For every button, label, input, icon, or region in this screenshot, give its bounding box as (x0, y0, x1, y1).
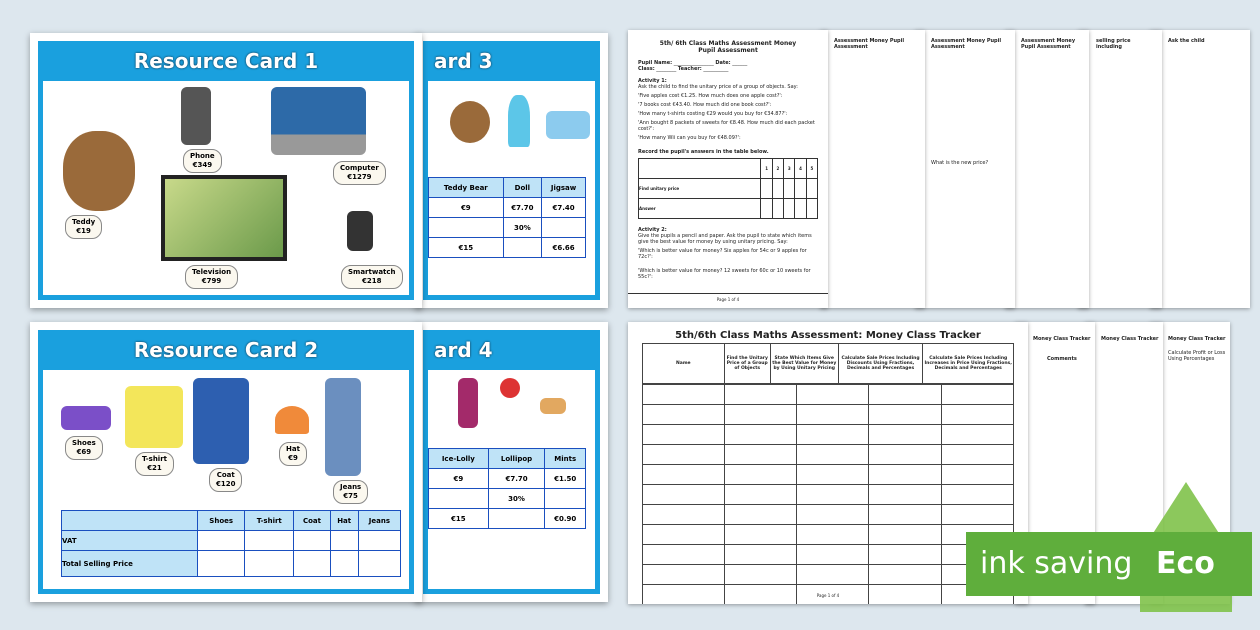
back-page: Ask the child (1150, 30, 1250, 308)
price-tag: Hat €9 (279, 442, 307, 466)
ice-lolly-image (458, 378, 478, 428)
tracker-table: Name Find the Unitary Price of a Group of Objects State Which Items Give the Best Value for Money by Using Unitary Pricing Calculate Sale Prices Including Discounts Using Fractions, Decimals and Percentages Calculate Sale Prices Including Increases in Price Using Fractions, Decimals and Percentages (642, 343, 1014, 384)
resource-card-2 (30, 322, 422, 602)
resource-card-1 (30, 33, 422, 308)
mints-image (540, 398, 566, 414)
card-title: ard 3 (428, 41, 595, 81)
phone-image (181, 87, 211, 145)
card-title: ard 4 (428, 330, 595, 370)
card4-table: Ice-Lolly Lollipop Mints €9 €7.70 €1.50 30% €15 €0.90 (428, 448, 586, 529)
shoes-image (61, 406, 111, 430)
ink-saving-badge: ink saving Eco (966, 532, 1252, 596)
back-page: selling price including (1078, 30, 1162, 308)
answers-table: 1 2 3 4 5 Find unitary price Answer (638, 158, 818, 219)
back-page: Assessment Money Pupil Assessment What is the new price? (915, 30, 1015, 308)
back-tracker-page: Money Class Tracker Comments (1015, 322, 1095, 604)
back-page: Assessment Money Pupil Assessment (1005, 30, 1089, 308)
price-tag: Television €799 (185, 265, 238, 289)
price-tag: Smartwatch €218 (341, 265, 403, 289)
lollipop-image (500, 378, 520, 398)
price-tag: Coat €120 (209, 468, 242, 492)
coat-image (193, 378, 249, 464)
television-image (161, 175, 287, 261)
computer-image (271, 87, 366, 155)
back-tracker-page: Money Class Tracker Calculate Profit or Loss Using Percentages (1150, 322, 1230, 604)
tshirt-image (125, 386, 183, 448)
back-page: Assessment Money Pupil Assessment (820, 30, 925, 308)
teddy-image (450, 101, 490, 143)
price-tag: Computer €1279 (333, 161, 386, 185)
price-tag: Jeans €75 (333, 480, 368, 504)
tracker-title: 5th/6th Class Maths Assessment: Money Class Tracker (675, 330, 981, 341)
doll-image (508, 95, 530, 147)
card3-table: Teddy Bear Doll Jigsaw €9 €7.70 €7.40 30% €15 €6.66 (428, 177, 586, 258)
resource-card-3 (415, 33, 608, 308)
jigsaw-image (546, 111, 590, 139)
tracker-rows (642, 384, 1014, 604)
teddy-image (63, 131, 135, 211)
class-tracker-page: 5th/6th Class Maths Assessment: Money Class Tracker Name Find the Unitary Price of a Group of Objects State Which Items Give the Best Value for Money by Using Unitary Pricing Calculate Sale Prices Including Discounts Using Fractions, Decimals and Percentages Calculate Sale Prices Including Increases in Price Using Fractions, Decimals and Percentages Page 1 of 4 (628, 322, 1028, 604)
resource-card-4 (415, 322, 608, 602)
back-tracker-page: Money Class Tracker (1085, 322, 1163, 604)
card-title: Resource Card 2 (43, 330, 409, 370)
card2-table: Shoes T-shirt Coat Hat Jeans VAT Total Selling Price (61, 510, 401, 577)
price-tag: Teddy €19 (65, 215, 102, 239)
card-title: Resource Card 1 (43, 41, 409, 81)
hat-image (275, 406, 309, 434)
price-tag: Shoes €69 (65, 436, 103, 460)
price-tag: Phone €349 (183, 149, 222, 173)
smartwatch-image (347, 211, 373, 251)
price-tag: T-shirt €21 (135, 452, 174, 476)
jeans-image (325, 378, 361, 476)
pupil-assessment-page: 5th/ 6th Class Maths Assessment Money Pupil Assessment Pupil Name: ________________ Date: ______ Class: ________ Teacher: __________ Activity 1: Ask the child to find the unitary price of a group of objects. Say: 'Five apples cost €1.25. How much does one apple cost?': '7 books cost €43.40. How much did one book cost?': 'How many t-shirts costing €29 would you buy for €34.87?': 'Ann bought 8 packets of sweets for €8.48. How much did each packet cost?': 'How many Wii can you buy for €48.09?': Record the pupil's answers in the table below. 1 2 3 4 5 Find unitary price Answer Activity 2: Give the pupils a pencil and paper. Ask the pupil to state which items give the best value for money by using unitary pricing. Say: 'Which is better value for money? Six apples for 54c or 9 apples for 72c?': 'Which is better value for money? 12 sweets for 60c or 10 sweets for 55c?': Page 1 of 4 (628, 30, 828, 308)
